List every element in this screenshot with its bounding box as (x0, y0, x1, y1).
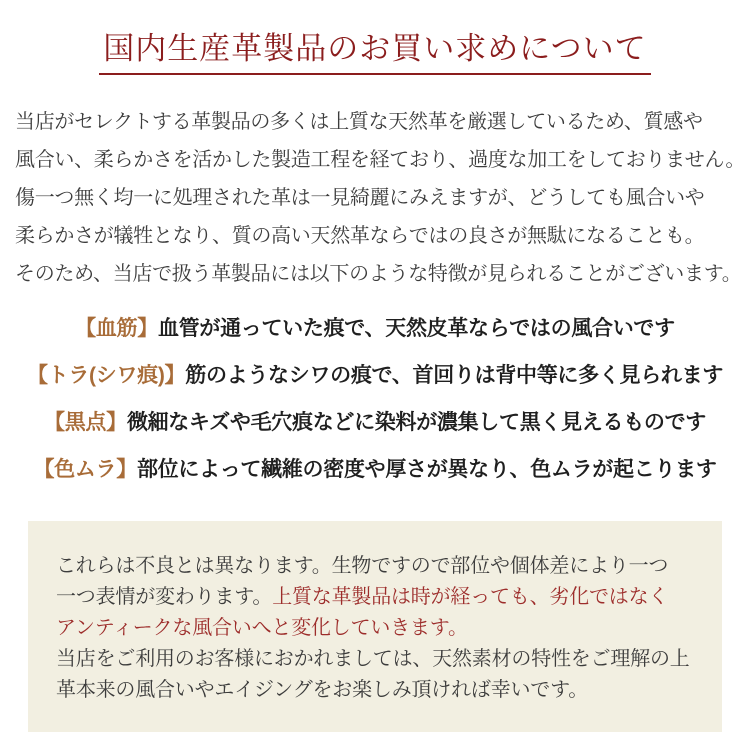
note-line: これらは不良とは異なります。生物ですので部位や個体差により一つ (56, 554, 669, 577)
note-line: 当店をご利用のお客様におかれましては、天然素材の特性をご理解の上 (56, 647, 690, 670)
intro-line: 風合い、柔らかさを活かした製造工程を経ており、過度な加工をしておりません。 (15, 148, 746, 171)
page-title: 国内生産革製品のお買い求めについて (99, 30, 650, 75)
feature-description: 部位によって繊維の密度や厚さが異なり、色ムラが起こります (136, 457, 717, 481)
feature-label: 【黒点】 (44, 410, 127, 434)
note-highlight-text: 上質な革製品は時が経っても、劣化ではなく (272, 585, 669, 608)
feature-label: 【色ムラ】 (33, 457, 137, 481)
feature-description: 筋のようなシワの痕で、首回りは背中等に多く見られます (185, 363, 724, 387)
note-line (56, 582, 694, 613)
intro-line: 柔らかさが犠牲となり、質の高い天然革ならではの良さが無駄になることも。 (15, 224, 705, 247)
feature-chisuji (0, 305, 750, 352)
note-box (28, 521, 722, 732)
feature-list (0, 305, 750, 493)
feature-kokuten (0, 399, 750, 446)
intro-line: 傷一つ無く均一に処理された革は一見綺麗にみえますが、どうしても風合いや (15, 186, 705, 209)
title-section (0, 0, 750, 75)
feature-iromura (0, 446, 750, 493)
note-text: 一つ表情が変わります。 (56, 585, 273, 608)
note-highlight-line: アンティークな風合いへと変化していきます。 (56, 616, 468, 639)
feature-tora (0, 352, 750, 399)
feature-description: 微細なキズや毛穴痕などに染料が濃集して黒く見えるものです (126, 410, 706, 434)
feature-label: 【血筋】 (75, 316, 158, 340)
feature-description: 血管が通っていた痕で、天然皮革ならではの風合いです (157, 316, 675, 340)
note-line: 革本来の風合いやエイジングをお楽しみ頂ければ幸いです。 (56, 678, 589, 701)
intro-line: そのため、当店で扱う革製品には以下のような特徴が見られることがございます。 (15, 262, 742, 285)
intro-paragraph (15, 103, 746, 293)
feature-label: 【トラ(シワ痕)】 (26, 363, 186, 387)
intro-line: 当店がセレクトする革製品の多くは上質な天然革を厳選しているため、質感や (15, 110, 703, 133)
